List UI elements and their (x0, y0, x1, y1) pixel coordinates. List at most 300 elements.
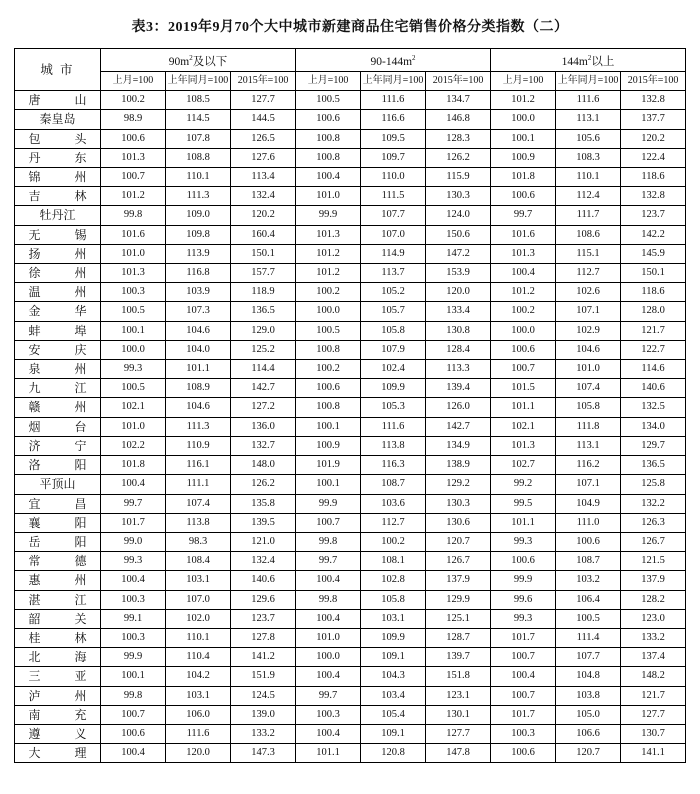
value-cell: 120.2 (621, 129, 686, 148)
city-char: 关 (74, 611, 87, 626)
value-cell: 130.6 (426, 513, 491, 532)
value-cell: 99.7 (491, 206, 556, 225)
city-label (25, 552, 91, 570)
value-cell: 150.6 (426, 225, 491, 244)
value-cell: 142.7 (426, 417, 491, 436)
city-cell (15, 494, 101, 513)
value-cell: 100.6 (101, 724, 166, 743)
value-cell: 148.0 (231, 456, 296, 475)
value-cell: 99.3 (101, 552, 166, 571)
value-cell: 101.6 (491, 225, 556, 244)
value-cell: 112.4 (556, 187, 621, 206)
city-char: 洛 (28, 458, 41, 473)
value-cell: 102.7 (491, 456, 556, 475)
value-cell: 147.3 (231, 744, 296, 763)
value-cell: 100.5 (296, 91, 361, 110)
value-cell: 100.6 (491, 552, 556, 571)
header-sub-0-1: 上年同月=100 (166, 72, 231, 91)
value-cell: 128.2 (621, 590, 686, 609)
header-sub-1-2: 2015年=100 (426, 72, 491, 91)
city-label (25, 226, 91, 244)
value-cell: 99.7 (101, 494, 166, 513)
table-row (15, 571, 686, 590)
city-label (25, 687, 91, 705)
value-cell: 101.1 (491, 513, 556, 532)
table-row (15, 724, 686, 743)
value-cell: 99.8 (296, 590, 361, 609)
city-cell (15, 705, 101, 724)
city-cell (15, 91, 101, 110)
city-label (25, 379, 91, 397)
value-cell: 105.0 (556, 705, 621, 724)
value-cell: 109.7 (361, 148, 426, 167)
value-cell: 98.9 (101, 110, 166, 129)
value-cell: 101.1 (491, 398, 556, 417)
table-row (15, 321, 686, 340)
city-cell (15, 532, 101, 551)
value-cell: 100.2 (361, 532, 426, 551)
city-char: 北 (28, 650, 41, 665)
value-cell: 101.7 (491, 705, 556, 724)
header-group-2 (491, 49, 686, 72)
value-cell: 116.6 (361, 110, 426, 129)
value-cell: 100.1 (296, 475, 361, 494)
value-cell: 100.5 (101, 302, 166, 321)
value-cell: 146.8 (426, 110, 491, 129)
city-char: 九 (28, 381, 41, 396)
value-cell: 151.8 (426, 667, 491, 686)
city-label (25, 571, 91, 589)
value-cell: 100.0 (296, 302, 361, 321)
value-cell: 113.7 (361, 264, 426, 283)
value-cell: 100.5 (556, 609, 621, 628)
value-cell: 100.5 (296, 321, 361, 340)
value-cell: 100.6 (491, 340, 556, 359)
value-cell: 127.7 (426, 724, 491, 743)
value-cell: 111.6 (361, 417, 426, 436)
value-cell: 115.9 (426, 168, 491, 187)
city-cell (15, 129, 101, 148)
city-cell (15, 744, 101, 763)
table-row (15, 705, 686, 724)
city-char: 充 (74, 707, 87, 722)
city-char: 平顶山 (39, 477, 76, 492)
value-cell: 126.7 (621, 532, 686, 551)
table-row (15, 244, 686, 263)
value-cell: 138.9 (426, 456, 491, 475)
value-cell: 113.8 (361, 436, 426, 455)
value-cell: 101.2 (491, 283, 556, 302)
city-char: 州 (74, 573, 87, 588)
city-char: 丹 (28, 150, 41, 165)
value-cell: 123.1 (426, 686, 491, 705)
value-cell: 110.1 (166, 628, 231, 647)
city-char: 扬 (28, 246, 41, 261)
value-cell: 100.7 (296, 513, 361, 532)
table-row (15, 532, 686, 551)
city-label (25, 398, 91, 416)
value-cell: 144.5 (231, 110, 296, 129)
value-cell: 132.4 (231, 187, 296, 206)
value-cell: 100.4 (296, 609, 361, 628)
table-row (15, 264, 686, 283)
value-cell: 134.0 (621, 417, 686, 436)
table-row (15, 398, 686, 417)
value-cell: 100.9 (296, 436, 361, 455)
value-cell: 99.6 (491, 590, 556, 609)
value-cell: 100.1 (296, 417, 361, 436)
value-cell: 105.7 (361, 302, 426, 321)
city-char: 江 (74, 381, 87, 396)
value-cell: 127.8 (231, 628, 296, 647)
value-cell: 121.0 (231, 532, 296, 551)
value-cell: 127.2 (231, 398, 296, 417)
city-cell (15, 321, 101, 340)
city-cell (15, 110, 101, 129)
value-cell: 105.4 (361, 705, 426, 724)
table-row (15, 187, 686, 206)
value-cell: 111.7 (556, 206, 621, 225)
value-cell: 130.1 (426, 705, 491, 724)
city-char: 州 (74, 400, 87, 415)
table-row (15, 283, 686, 302)
header-row-subcols-1 (15, 72, 686, 91)
table-body (15, 91, 686, 763)
table-row (15, 494, 686, 513)
value-cell: 100.6 (556, 532, 621, 551)
value-cell: 108.3 (556, 148, 621, 167)
value-cell: 99.2 (491, 475, 556, 494)
value-cell: 100.7 (101, 705, 166, 724)
value-cell: 123.0 (621, 609, 686, 628)
value-cell: 102.9 (556, 321, 621, 340)
city-cell (15, 148, 101, 167)
value-cell: 108.4 (166, 552, 231, 571)
city-cell (15, 302, 101, 321)
value-cell: 100.5 (101, 379, 166, 398)
table-row (15, 168, 686, 187)
value-cell: 133.4 (426, 302, 491, 321)
value-cell: 104.3 (361, 667, 426, 686)
value-cell: 120.0 (166, 744, 231, 763)
value-cell: 133.2 (231, 724, 296, 743)
value-cell: 101.0 (101, 244, 166, 263)
city-char: 包 (28, 131, 41, 146)
value-cell: 128.7 (426, 628, 491, 647)
city-char: 埠 (74, 323, 87, 338)
city-label (25, 667, 91, 685)
value-cell: 122.7 (621, 340, 686, 359)
value-cell: 101.3 (491, 244, 556, 263)
value-cell: 113.3 (426, 360, 491, 379)
value-cell: 101.2 (101, 187, 166, 206)
value-cell: 108.5 (166, 91, 231, 110)
value-cell: 99.7 (296, 686, 361, 705)
value-cell: 107.8 (166, 129, 231, 148)
value-cell: 135.8 (231, 494, 296, 513)
city-char: 桂 (28, 630, 41, 645)
value-cell: 111.1 (166, 475, 231, 494)
city-label (25, 360, 91, 378)
city-char: 吉 (28, 189, 41, 204)
value-cell: 98.3 (166, 532, 231, 551)
header-row-groups (15, 49, 686, 72)
value-cell: 101.3 (296, 225, 361, 244)
value-cell: 107.0 (361, 225, 426, 244)
value-cell: 103.8 (556, 686, 621, 705)
value-cell: 134.9 (426, 436, 491, 455)
city-char: 蚌 (28, 323, 41, 338)
value-cell: 109.5 (361, 129, 426, 148)
value-cell: 104.6 (166, 398, 231, 417)
value-cell: 123.7 (621, 206, 686, 225)
value-cell: 116.8 (166, 264, 231, 283)
value-cell: 123.7 (231, 609, 296, 628)
city-char: 阳 (74, 458, 87, 473)
value-cell: 99.9 (491, 571, 556, 590)
table-row (15, 110, 686, 129)
city-label (25, 91, 91, 109)
table-row (15, 340, 686, 359)
value-cell: 125.1 (426, 609, 491, 628)
table-row (15, 552, 686, 571)
city-label (25, 744, 91, 762)
value-cell: 125.2 (231, 340, 296, 359)
header-group-1 (296, 49, 491, 72)
value-cell: 99.7 (296, 552, 361, 571)
value-cell: 140.6 (621, 379, 686, 398)
value-cell: 112.7 (556, 264, 621, 283)
city-char: 南 (28, 707, 41, 722)
value-cell: 99.8 (101, 206, 166, 225)
city-label (25, 475, 91, 493)
city-char: 林 (74, 630, 87, 645)
city-char: 锡 (74, 227, 87, 242)
value-cell: 99.9 (296, 494, 361, 513)
value-cell: 130.7 (621, 724, 686, 743)
value-cell: 118.6 (621, 283, 686, 302)
header-group-0 (101, 49, 296, 72)
city-label (25, 168, 91, 186)
value-cell: 107.9 (361, 340, 426, 359)
value-cell: 103.1 (166, 571, 231, 590)
city-char: 徐 (28, 266, 41, 281)
value-cell: 120.2 (231, 206, 296, 225)
value-cell: 121.7 (621, 686, 686, 705)
city-char: 江 (74, 592, 87, 607)
city-label (25, 610, 91, 628)
city-char: 常 (28, 554, 41, 569)
value-cell: 128.0 (621, 302, 686, 321)
value-cell: 111.6 (361, 91, 426, 110)
value-cell: 100.4 (101, 475, 166, 494)
city-char: 大 (28, 746, 41, 761)
value-cell: 148.2 (621, 667, 686, 686)
value-cell: 101.2 (491, 91, 556, 110)
value-cell: 100.6 (101, 129, 166, 148)
table-row (15, 302, 686, 321)
city-cell (15, 552, 101, 571)
city-char: 宁 (74, 438, 87, 453)
city-char: 东 (74, 150, 87, 165)
city-char: 秦皇岛 (39, 112, 76, 127)
city-cell (15, 609, 101, 628)
city-char: 襄 (28, 515, 41, 530)
city-cell (15, 225, 101, 244)
value-cell: 124.0 (426, 206, 491, 225)
value-cell: 103.6 (361, 494, 426, 513)
value-cell: 142.2 (621, 225, 686, 244)
city-label (25, 456, 91, 474)
value-cell: 100.7 (491, 648, 556, 667)
page-title: 表3：2019年9月70个大中城市新建商品住宅销售价格分类指数（二） (131, 20, 569, 35)
value-cell: 101.0 (101, 417, 166, 436)
value-cell: 134.7 (426, 91, 491, 110)
value-cell: 100.7 (101, 168, 166, 187)
value-cell: 140.6 (231, 571, 296, 590)
city-cell (15, 264, 101, 283)
value-cell: 108.7 (361, 475, 426, 494)
value-cell: 100.8 (296, 340, 361, 359)
city-label (25, 648, 91, 666)
value-cell: 104.8 (556, 667, 621, 686)
value-cell: 103.4 (361, 686, 426, 705)
table-row (15, 590, 686, 609)
city-cell (15, 206, 101, 225)
value-cell: 150.1 (231, 244, 296, 263)
city-cell (15, 244, 101, 263)
city-char: 烟 (28, 419, 41, 434)
value-cell: 100.1 (101, 667, 166, 686)
table-row (15, 648, 686, 667)
value-cell: 130.3 (426, 494, 491, 513)
value-cell: 100.9 (491, 148, 556, 167)
city-char: 义 (74, 726, 87, 741)
value-cell: 110.0 (361, 168, 426, 187)
value-cell: 101.2 (296, 264, 361, 283)
city-cell (15, 513, 101, 532)
value-cell: 101.2 (296, 244, 361, 263)
city-cell (15, 571, 101, 590)
city-char: 三 (28, 669, 41, 684)
value-cell: 116.3 (361, 456, 426, 475)
city-char: 锦 (28, 170, 41, 185)
city-char: 头 (74, 131, 87, 146)
city-cell (15, 340, 101, 359)
table-row (15, 686, 686, 705)
city-label (25, 591, 91, 609)
city-char: 泉 (28, 362, 41, 377)
value-cell: 100.8 (296, 148, 361, 167)
city-cell (15, 724, 101, 743)
value-cell: 136.5 (621, 456, 686, 475)
value-cell: 107.1 (556, 475, 621, 494)
value-cell: 101.8 (101, 456, 166, 475)
city-char: 德 (74, 554, 87, 569)
value-cell: 99.3 (491, 532, 556, 551)
value-cell: 118.9 (231, 283, 296, 302)
city-char: 州 (74, 688, 87, 703)
value-cell: 100.3 (101, 283, 166, 302)
value-cell: 133.2 (621, 628, 686, 647)
value-cell: 111.3 (166, 417, 231, 436)
city-label (25, 206, 91, 224)
header-sub-2-2: 2015年=100 (621, 72, 686, 91)
value-cell: 129.9 (426, 590, 491, 609)
city-cell (15, 360, 101, 379)
table-row (15, 148, 686, 167)
value-cell: 101.1 (166, 360, 231, 379)
table-row (15, 417, 686, 436)
value-cell: 100.4 (296, 667, 361, 686)
value-cell: 121.7 (621, 321, 686, 340)
value-cell: 99.3 (491, 609, 556, 628)
value-cell: 141.2 (231, 648, 296, 667)
value-cell: 111.0 (556, 513, 621, 532)
city-label (25, 495, 91, 513)
value-cell: 114.5 (166, 110, 231, 129)
city-char: 州 (74, 266, 87, 281)
table-row (15, 379, 686, 398)
value-cell: 100.4 (296, 724, 361, 743)
value-cell: 100.0 (491, 110, 556, 129)
value-cell: 113.1 (556, 110, 621, 129)
table-row (15, 744, 686, 763)
value-cell: 141.1 (621, 744, 686, 763)
value-cell: 115.1 (556, 244, 621, 263)
city-label (25, 706, 91, 724)
value-cell: 99.8 (296, 532, 361, 551)
header-group-1-label: $90-144m^2$ (370, 54, 416, 68)
value-cell: 121.5 (621, 552, 686, 571)
value-cell: 104.6 (166, 321, 231, 340)
city-label (25, 283, 91, 301)
table-row (15, 129, 686, 148)
city-label (25, 110, 91, 128)
city-char: 州 (74, 246, 87, 261)
city-char: 遵 (28, 726, 41, 741)
value-cell: 101.3 (101, 148, 166, 167)
value-cell: 100.3 (101, 590, 166, 609)
city-char: 湛 (28, 592, 41, 607)
city-label (25, 264, 91, 282)
value-cell: 108.6 (556, 225, 621, 244)
value-cell: 108.9 (166, 379, 231, 398)
city-char: 牡丹江 (39, 208, 76, 223)
value-cell: 102.8 (361, 571, 426, 590)
city-cell (15, 187, 101, 206)
value-cell: 100.6 (296, 110, 361, 129)
header-group-2-label: $144m^2$以上 (561, 54, 615, 68)
value-cell: 100.2 (296, 360, 361, 379)
value-cell: 116.1 (166, 456, 231, 475)
value-cell: 102.4 (361, 360, 426, 379)
value-cell: 157.7 (231, 264, 296, 283)
value-cell: 99.9 (296, 206, 361, 225)
value-cell: 127.7 (231, 91, 296, 110)
value-cell: 126.0 (426, 398, 491, 417)
value-cell: 104.9 (556, 494, 621, 513)
city-cell (15, 168, 101, 187)
value-cell: 120.7 (556, 744, 621, 763)
value-cell: 126.2 (231, 475, 296, 494)
city-char: 岳 (28, 534, 41, 549)
value-cell: 108.7 (556, 552, 621, 571)
value-cell: 100.4 (296, 168, 361, 187)
value-cell: 132.2 (621, 494, 686, 513)
value-cell: 127.6 (231, 148, 296, 167)
value-cell: 111.4 (556, 628, 621, 647)
